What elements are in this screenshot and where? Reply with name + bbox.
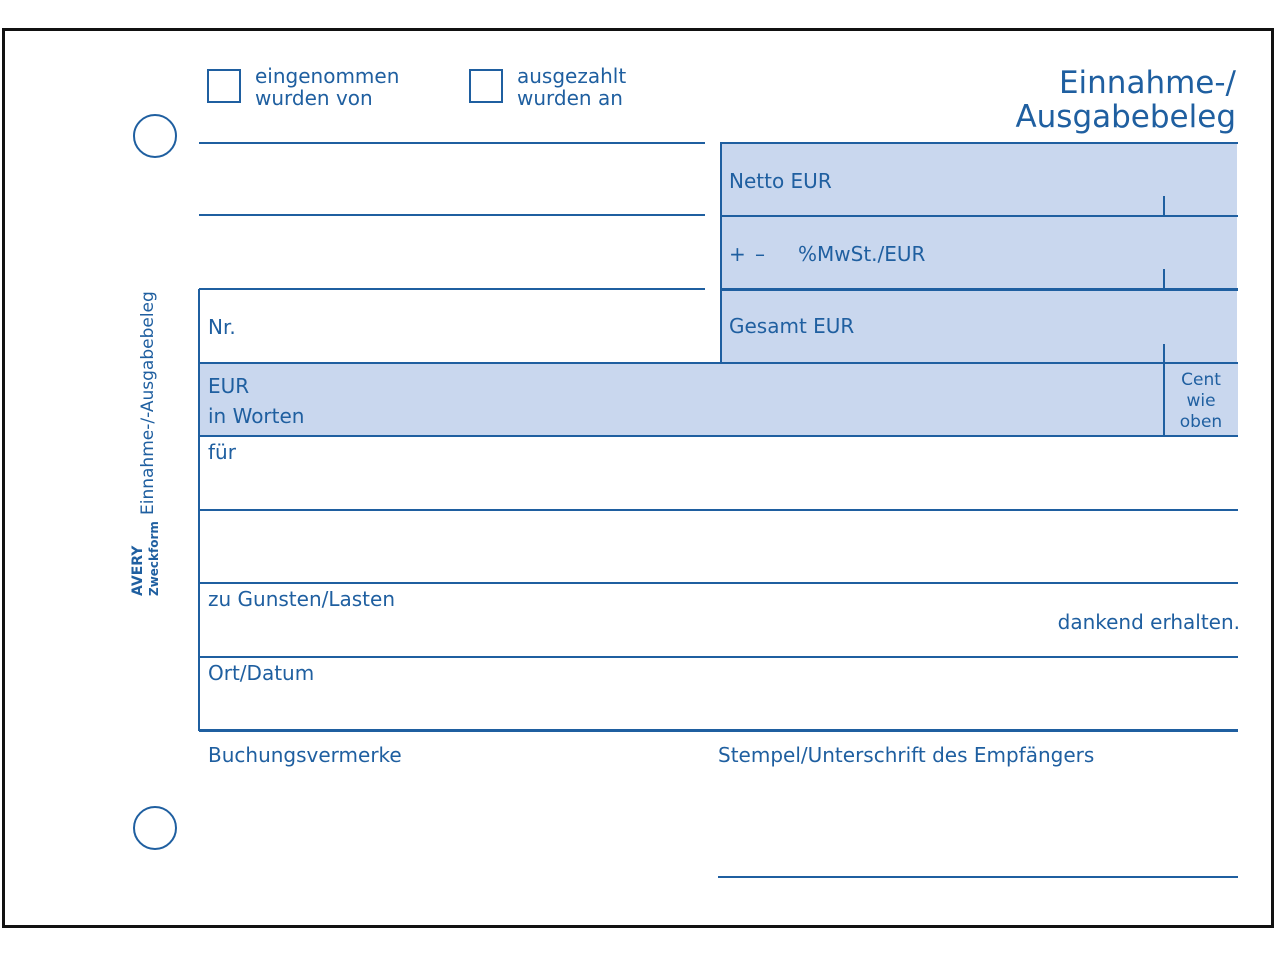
mwst-cent-divider bbox=[1163, 269, 1165, 289]
stempel-label: Stempel/Unterschrift des Empfängers bbox=[718, 743, 1095, 767]
form-title-line1: Einnahme-/ bbox=[1058, 65, 1236, 101]
eur-words-label-1: EUR bbox=[208, 374, 250, 398]
cent-label-3: oben bbox=[1179, 412, 1223, 432]
checkbox-paid-label-2: wurden an bbox=[517, 86, 623, 110]
netto-cent-divider bbox=[1163, 196, 1165, 216]
form-title bbox=[1015, 66, 1236, 134]
netto-line[interactable] bbox=[721, 215, 1238, 217]
eur-words-line[interactable] bbox=[199, 435, 1238, 437]
cent-label bbox=[1166, 370, 1236, 433]
side-title: Einnahme-/-Ausgabebeleg bbox=[138, 291, 158, 515]
checkbox-paid[interactable] bbox=[469, 69, 503, 103]
amount-block-left bbox=[720, 142, 722, 363]
mwst-plus: + bbox=[729, 242, 746, 266]
punch-hole-top bbox=[133, 114, 177, 158]
payer-line-1[interactable] bbox=[199, 142, 705, 144]
gesamt-label: Gesamt EUR bbox=[729, 314, 855, 338]
fuer-line-1[interactable] bbox=[199, 509, 1238, 511]
nr-label: Nr. bbox=[208, 315, 236, 339]
checkbox-received[interactable] bbox=[207, 69, 241, 103]
avery-zweckform-logo bbox=[130, 521, 176, 612]
buchung-label: Buchungsvermerke bbox=[208, 743, 402, 767]
payer-line-3[interactable] bbox=[199, 288, 705, 290]
checkbox-received-label-2: wurden von bbox=[255, 86, 373, 110]
dankend-label: dankend erhalten. bbox=[1057, 610, 1240, 634]
ort-datum-label: Ort/Datum bbox=[208, 661, 315, 685]
brand-line1: AVERY bbox=[130, 545, 146, 596]
checkbox-received-label-1: eingenommen bbox=[255, 64, 400, 88]
ort-datum-line[interactable] bbox=[199, 729, 1238, 732]
netto-label: Netto EUR bbox=[729, 169, 832, 193]
cent-label-1: Cent bbox=[1181, 370, 1221, 390]
mwst-minus: – bbox=[755, 242, 765, 266]
eur-words-row bbox=[200, 364, 1238, 436]
eur-words-label-2: in Worten bbox=[208, 404, 305, 428]
gunsten-label: zu Gunsten/Lasten bbox=[208, 587, 396, 611]
gunsten-line[interactable] bbox=[199, 656, 1238, 658]
fuer-label: für bbox=[208, 440, 236, 464]
payer-line-2[interactable] bbox=[199, 214, 705, 216]
cent-divider bbox=[1163, 364, 1165, 436]
amount-block-top bbox=[720, 142, 1238, 144]
signature-line[interactable] bbox=[718, 876, 1238, 878]
form-title-line2: Ausgabebeleg bbox=[1015, 99, 1236, 135]
mwst-label: %MwSt./EUR bbox=[798, 242, 926, 266]
cent-label-2: wie bbox=[1186, 391, 1216, 411]
brand-line2: Zweckform bbox=[147, 521, 161, 596]
mwst-line[interactable] bbox=[721, 288, 1238, 291]
punch-hole-bottom bbox=[133, 806, 177, 850]
checkbox-paid-label-1: ausgezahlt bbox=[517, 64, 627, 88]
fuer-line-2[interactable] bbox=[199, 582, 1238, 584]
